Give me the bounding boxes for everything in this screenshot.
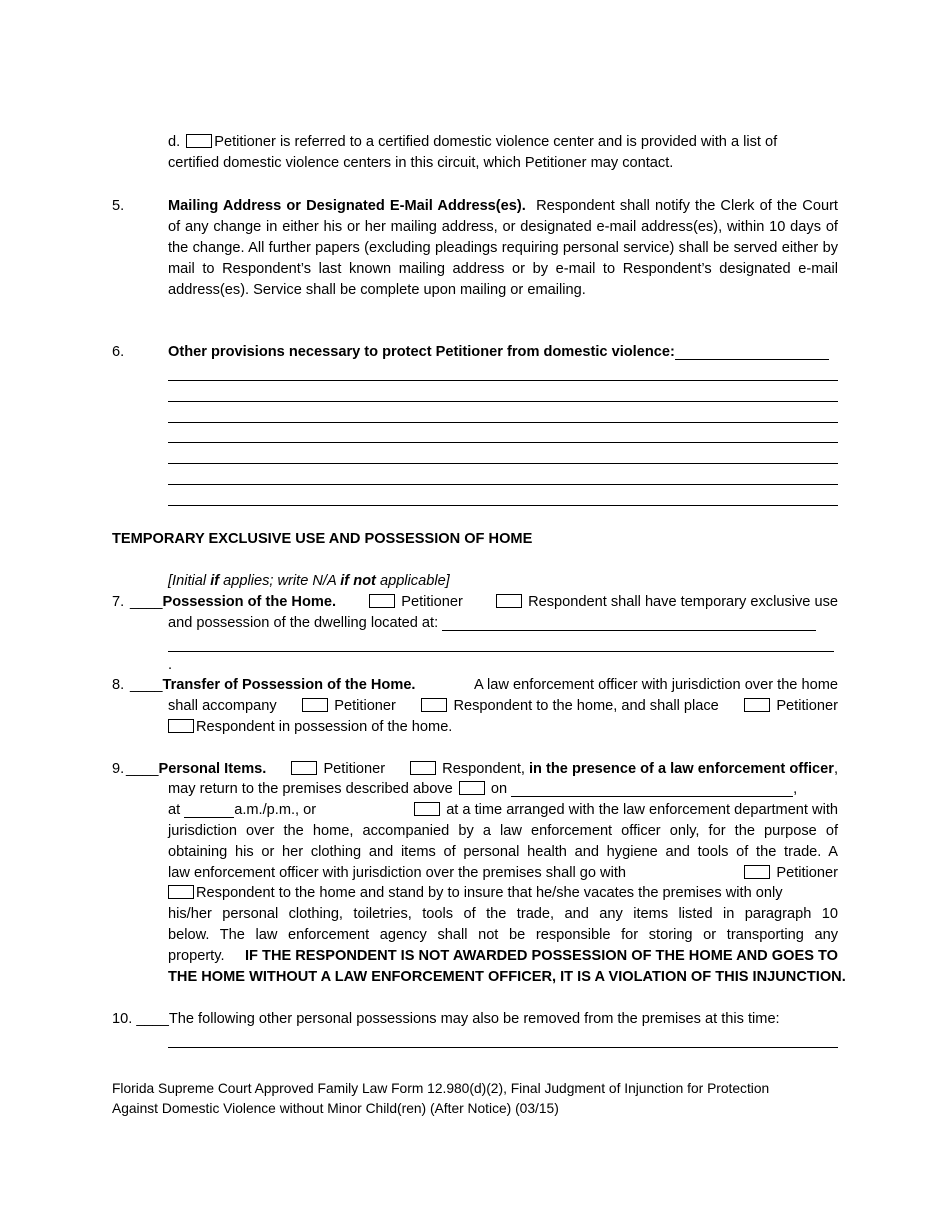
item9-line11 [168, 967, 846, 988]
item-d-line2: certified domestic violence centers in this circuit, which Petitioner may contact. [168, 155, 674, 171]
item5-number: 5. [112, 198, 125, 214]
item8-line1 [130, 675, 838, 696]
item6-input-line-2[interactable] [168, 401, 838, 402]
item9-line1 [126, 759, 838, 780]
item7-line3 [168, 634, 838, 676]
item9-initial-blank[interactable]: ____ [126, 761, 159, 777]
instruction-if-not: if not [340, 573, 376, 589]
item7-initial-blank[interactable]: ____ [130, 594, 163, 610]
item6-input-line-4[interactable] [168, 442, 838, 443]
item9-l6: law enforcement officer with jurisdiction over the premises shall go with [168, 865, 627, 881]
item9-date-input[interactable] [511, 780, 793, 797]
item9-line7 [168, 883, 838, 904]
item9-respondent-checkbox[interactable] [410, 761, 436, 775]
instruction [168, 571, 838, 592]
footer-line2: Against Domestic Violence without Minor Child(ren) (After Notice) (03/15) [112, 1101, 559, 1116]
item5-title: Mailing Address or Designated E-Mail Address(es). [168, 198, 526, 214]
item6-input-line-1[interactable] [168, 380, 838, 381]
item9-l10-normal: property. [168, 948, 225, 964]
item10-number: 10. [112, 1011, 133, 1027]
item10-row [112, 1009, 780, 1030]
item8-shall-accompany: shall accompany [168, 698, 277, 714]
instruction-if: if [210, 573, 220, 589]
item9-on: on [490, 781, 508, 797]
item9-time-input[interactable] [184, 801, 234, 818]
item9-l5: obtaining his or her clothing and items of personal health and hygiene and tools of the trade. A [168, 844, 838, 860]
item9-l4: jurisdiction over the home, accompanied by a law enforcement officer only, for the purpose of [168, 823, 838, 839]
item-d-label: d. [168, 134, 181, 150]
item6-number: 6. [112, 344, 125, 360]
item9-presence: in the presence of a law enforcement officer [529, 761, 834, 777]
item7-line1 [130, 592, 838, 613]
item9-petitioner2: Petitioner [776, 865, 838, 881]
item9-l11-bold: THE HOME WITHOUT A LAW ENFORCEMENT OFFICER, IT IS A VIOLATION OF THIS INJUNCTION. [168, 969, 846, 985]
form-footer [112, 1079, 832, 1119]
item9-respondent: Respondent, [442, 761, 525, 777]
item9-line3 [168, 800, 838, 821]
item8-petitioner2-checkbox[interactable] [744, 698, 770, 712]
item9-arranged-checkbox[interactable] [414, 802, 440, 816]
item8-petitioner2: Petitioner [776, 698, 838, 714]
item7-address-input-2[interactable] [168, 635, 834, 652]
item9-comma: , [833, 761, 838, 777]
item8-line3 [168, 717, 838, 738]
item9-may-return: may return to the premises described above [168, 781, 453, 797]
item8-respondent-checkbox[interactable] [421, 698, 447, 712]
instruction-pre: [Initial [168, 573, 211, 589]
item7-address-label: and possession of the dwelling located at: [168, 615, 439, 631]
item10-text: The following other personal possessions may also be removed from the premises at this time: [168, 1011, 780, 1027]
item9-petitioner-checkbox[interactable] [291, 761, 317, 775]
item8-respondent2-checkbox[interactable] [168, 719, 194, 733]
item8-initial-blank[interactable]: ____ [130, 677, 163, 693]
item7-petitioner-checkbox[interactable] [369, 594, 395, 608]
item5-paragraph [168, 196, 838, 301]
item8-petitioner-checkbox[interactable] [302, 698, 328, 712]
item5-text: Respondent shall notify the Clerk of the Court of any change in either his or her mailing address, or designated e-mail address(es), within 10 days of the change. All further papers (excluding pleadings requiring personal service) shall be served either by mail to Respondent’s last known mailing address or by e-mail to Respondent’s designated e-mail address(es). Service shall be complete upon mailing or emailing. [168, 198, 838, 298]
item7-period: . [168, 657, 173, 673]
item9-petitioner2-checkbox[interactable] [744, 865, 770, 879]
item8-line2 [168, 696, 838, 717]
item9-number-row [112, 759, 124, 780]
item10-input-line[interactable] [168, 1047, 838, 1048]
item9-date-checkbox[interactable] [459, 781, 485, 795]
item8-petitioner: Petitioner [334, 698, 396, 714]
item-d [168, 132, 838, 174]
section-heading: TEMPORARY EXCLUSIVE USE AND POSSESSION OF HOME [112, 531, 533, 547]
item6-input-line-0[interactable] [675, 343, 829, 360]
item6-heading [168, 342, 838, 363]
item9-arranged: at a time arranged with the law enforcement department with [446, 802, 838, 818]
item9-line10 [168, 946, 838, 967]
footer-line1: Florida Supreme Court Approved Family Law Form 12.980(d)(2), Final Judgment of Injunction for Protection [112, 1081, 770, 1096]
item7-respondent-text: Respondent shall have temporary exclusive use [528, 594, 838, 610]
item8-number: 8. [112, 677, 125, 693]
item9-line6 [168, 863, 838, 884]
item-d-line1: Petitioner is referred to a certified domestic violence center and is provided with a list of [214, 134, 778, 150]
item8-text1: A law enforcement officer with jurisdiction over the home [474, 677, 838, 693]
item6-input-line-7[interactable] [168, 505, 838, 506]
item6-input-line-3[interactable] [168, 422, 838, 423]
item9-l8: his/her personal clothing, toiletries, tools of the trade, and any items listed in paragraph 10 [168, 906, 838, 922]
item9-line2 [168, 779, 838, 800]
item8-line3-text: Respondent in possession of the home. [196, 719, 453, 735]
item9-comma-2: , [793, 781, 798, 797]
item8-respondent-to-home: Respondent to the home, and shall place [453, 698, 719, 714]
item7-line2 [168, 613, 838, 634]
item6-input-line-6[interactable] [168, 484, 838, 485]
item9-l10-bold: IF THE RESPONDENT IS NOT AWARDED POSSESSION OF THE HOME AND GOES TO [245, 948, 838, 964]
item7-petitioner: Petitioner [401, 594, 463, 610]
item9-l7: Respondent to the home and stand by to insure that he/she vacates the premises with only [196, 885, 783, 901]
item7-number: 7. [112, 594, 125, 610]
item-d-checkbox[interactable] [186, 134, 212, 148]
item7-respondent-checkbox[interactable] [496, 594, 522, 608]
item9-l9: below. The law enforcement agency shall not be responsible for storing or transporting any [168, 927, 838, 943]
instruction-post: applicable] [375, 573, 450, 589]
item9-petitioner: Petitioner [323, 761, 386, 777]
item8-title: Transfer of Possession of the Home. [162, 677, 416, 693]
item10-initial-blank[interactable]: ____ [136, 1011, 169, 1027]
item9-number: 9. [112, 761, 125, 777]
item7-title: Possession of the Home. [162, 594, 337, 610]
item9-respondent2-checkbox[interactable] [168, 885, 194, 899]
item7-address-input[interactable] [442, 614, 816, 631]
item9-title: Personal Items. [158, 761, 267, 777]
item6-input-line-5[interactable] [168, 463, 838, 464]
item9-ampm: a.m./p.m., or [234, 802, 317, 818]
item9-at: at [168, 802, 181, 818]
instruction-mid: applies; write N/A [219, 573, 341, 589]
item7-number-row [112, 592, 124, 613]
item6-title: Other provisions necessary to protect Petitioner from domestic violence: [168, 344, 675, 360]
